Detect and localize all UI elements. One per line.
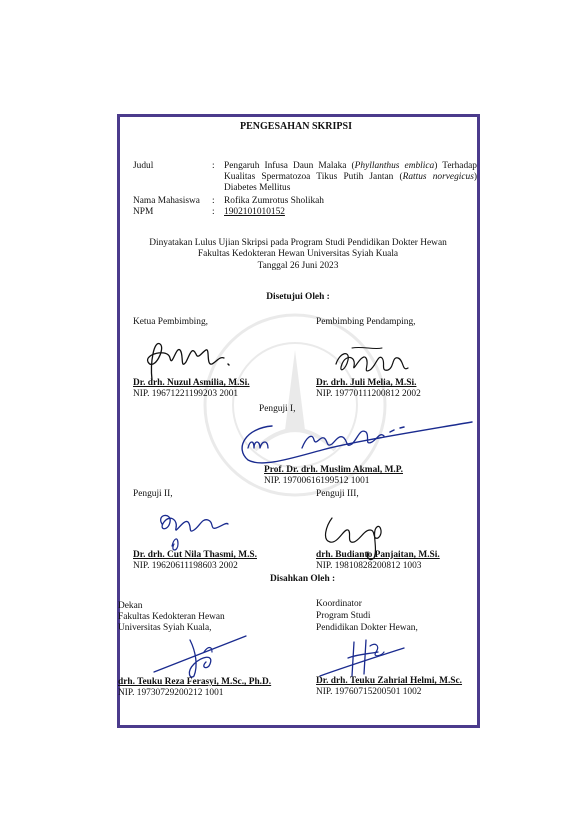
koordinator-nip: NIP. 19760715200501 1002 (316, 687, 422, 697)
ketua-nip: NIP. 19671221199203 2001 (133, 389, 239, 399)
dekan-signature (150, 632, 250, 682)
nama-colon: : (212, 196, 215, 206)
nama-value: Rofika Zumrotus Sholikah (224, 196, 324, 206)
ketua-name: Dr. drh. Nuzul Asmilia, M.Si. (133, 378, 250, 388)
koordinator-line-2: Program Studi (316, 611, 371, 621)
penguji1-role: Penguji I, (259, 404, 296, 414)
ketua-role: Ketua Pembimbing, (133, 317, 208, 327)
statement-line-2: Fakultas Kedokteran Hewan Universitas Syiah Kuala (197, 249, 399, 259)
statement-line-1: Dinyatakan Lulus Ujian Skripsi pada Program Studi Pendidikan Dokter Hewan (149, 238, 447, 248)
judul-line-1: Pengaruh Infusa Daun Malaka (Phyllanthus emblica) Terhadap (224, 161, 477, 171)
npm-label: NPM (133, 207, 154, 217)
koordinator-line-1: Koordinator (316, 599, 362, 609)
pendamping-name: Dr. drh. Juli Melia, M.Si. (316, 378, 417, 388)
page-title: PENGESAHAN SKRIPSI (240, 121, 352, 132)
dekan-name: drh. Teuku Reza Ferasyi, M.Sc., Ph.D. (118, 677, 272, 687)
npm-value: 1902101010152 (224, 207, 285, 217)
pendamping-nip: NIP. 19770111200812 2002 (316, 389, 421, 399)
penguji3-role: Penguji III, (316, 489, 359, 499)
judul-colon: : (212, 161, 215, 171)
nama-label: Nama Mahasiswa (133, 196, 200, 206)
penguji2-role: Penguji II, (133, 489, 173, 499)
ketua-signature (140, 332, 240, 382)
judul-line-3: Diabetes Mellitus (224, 183, 291, 193)
penguji1-signature (232, 418, 477, 468)
ratified-heading: Disahkan Oleh : (270, 574, 336, 584)
npm-colon: : (212, 207, 215, 217)
koordinator-line-3: Pendidikan Dokter Hewan, (316, 623, 418, 633)
penguji1-name: Prof. Dr. drh. Muslim Akmal, M.P. (264, 465, 403, 475)
judul-label: Judul (133, 161, 154, 171)
koordinator-name: Dr. drh. Teuku Zahrial Helmi, M.Sc. (316, 676, 463, 686)
judul-line-2: Kualitas Spermatozoa Tikus Putih Jantan (Rattus norvegicus) (224, 172, 477, 182)
penguji3-nip: NIP. 19810828200812 1003 (316, 561, 422, 571)
penguji1-nip: NIP. 19700616199512 1001 (264, 476, 370, 486)
koordinator-signature (318, 636, 408, 680)
penguji2-nip: NIP. 19620611198603 2002 (133, 561, 238, 571)
penguji2-name: Dr. drh. Cut Nila Thasmi, M.S. (133, 550, 257, 560)
dekan-line-2: Fakultas Kedokteran Hewan (118, 612, 225, 622)
penguji3-name: drh. Budianto Panjaitan, M.Si. (316, 550, 440, 560)
approved-heading: Disetujui Oleh : (266, 292, 330, 302)
statement-date: Tanggal 26 Juni 2023 (257, 261, 339, 271)
penguji2-signature (152, 510, 232, 555)
pendamping-signature (332, 344, 412, 380)
dekan-nip: NIP. 19730729200212 1001 (118, 688, 224, 698)
dekan-line-1: Dekan (118, 601, 143, 611)
pendamping-role: Pembimbing Pendamping, (316, 317, 416, 327)
dekan-line-3: Universitas Syiah Kuala, (118, 623, 212, 633)
